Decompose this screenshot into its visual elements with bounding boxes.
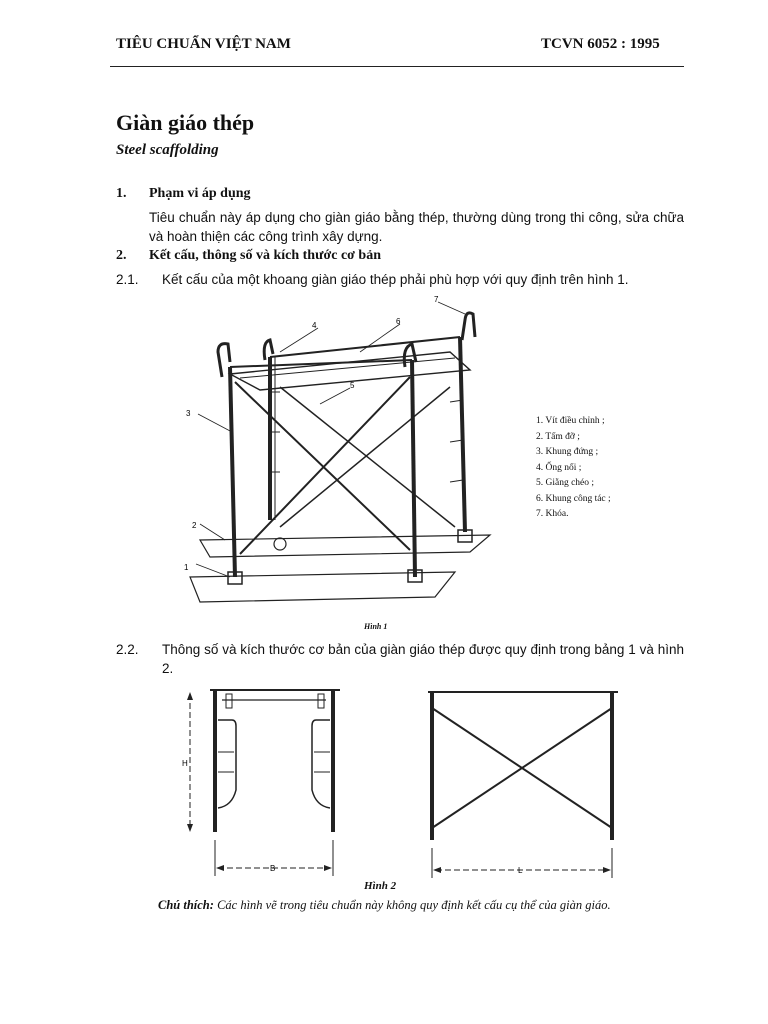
clause-2-1-text: Kết cấu của một khoang giàn giáo thép phải phù hợp với quy định trên hình 1. [162,272,629,287]
figure-1-legend [536,414,611,523]
figure-1-callout-2: 2 [192,521,197,530]
section-1-heading: Phạm vi áp dụng [149,186,251,201]
legend-item: 7. Khóa. [536,509,569,519]
legend-item: 4. Ống nối ; [536,462,582,473]
cross-brace-1 [235,382,410,550]
section-2-heading: Kết cấu, thông số và kích thước cơ bản [149,248,381,263]
legend-item: 6. Khung công tác ; [536,493,611,504]
figure-1-caption: Hình 1 [364,622,388,631]
figure-2-note [158,898,611,913]
figure-1-callout-7: 7 [434,295,439,304]
figure-2-caption: Hình 2 [364,880,397,892]
figure-1-callout-4: 4 [312,321,317,330]
section-1-number: 1. [116,186,127,201]
header-standard-name: TIÊU CHUẨN VIỆT NAM [116,36,291,52]
legend-item: 1. Vít điều chỉnh ; [536,416,605,426]
clause-2-2-number: 2.2. [116,642,139,657]
lock-7 [462,313,475,340]
dimension-b-label: B [270,864,276,873]
section-2-number: 2. [116,248,127,263]
legend-item: 5. Giằng chéo ; [536,478,595,488]
base-plate-back [200,535,490,557]
page-subtitle: Steel scaffolding [116,142,219,158]
back-right-post [460,337,465,532]
front-top-bar [230,360,412,367]
legend-item: 3. Khung đứng ; [536,447,599,457]
dimension-l-label: L [518,866,523,875]
cross-brace-2 [240,377,410,554]
figure-2-frame-drawings [170,680,630,880]
figure-1-scaffold-drawing [170,292,520,612]
figure-1-callout-6: 6 [396,317,401,326]
figure-1-callout-1: 1 [184,563,189,572]
note-text: Các hình vẽ trong tiêu chuẩn này không quy định kết cấu cụ thể của giàn giáo. [217,898,611,912]
figure-1-callout-3: 3 [186,409,191,418]
header-standard-code: TCVN 6052 : 1995 [541,36,660,52]
page-title: Giàn giáo thép [116,110,255,135]
clause-2-2-text: Thông số và kích thước cơ bản của giàn giáo thép được quy định trong bảng 1 và hình 2. [162,642,684,676]
clause-2-1-number: 2.1. [116,272,139,287]
dimension-h-label: H [182,759,188,768]
note-label: Chú thích: [158,898,214,912]
header-rule [110,66,684,67]
section-1-body: Tiêu chuẩn này áp dụng cho giàn giáo bằng thép, thường dùng trong thi công, sửa chữa và hoàn thiện các công trình xây dựng. [149,210,684,244]
legend-item: 2. Tấm đỡ ; [536,431,580,442]
figure-1-callout-5: 5 [350,381,355,390]
